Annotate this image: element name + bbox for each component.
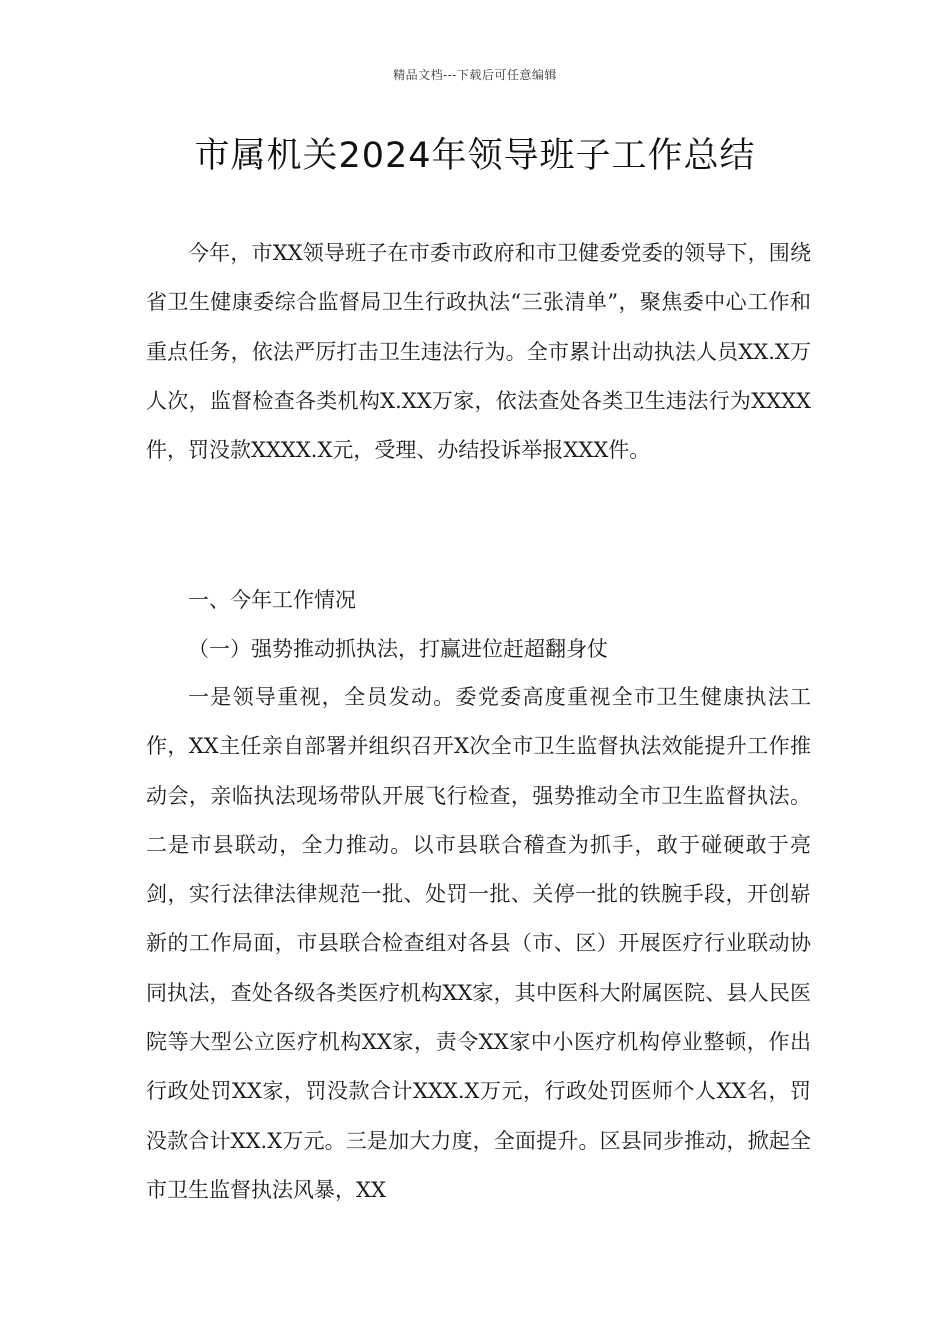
document-title: 市属机关2024年领导班子工作总结 [194, 136, 756, 176]
body-paragraph: 一是领导重视，全员发动。委党委高度重视全市卫生健康执法工作，XX主任亲自部署并组织召开X次全市卫生监督执法效能提升工作推动会，亲临执法现场带队开展飞行检查，强势推动全市卫生监督执法。二是市县联动，全力推动。以市县联合稽查为抓手，敢于碰硬敢于亮剑，实行法律法律规范一批、处罚一批、关停一批的铁腕手段，开创崭新的工作局面，市县联合检查组对各县（市、区）开展医疗行业联动协同执法，查处各级各类医疗机构XX家，其中医科大附属医院、县人民医院等大型公立医疗机构XX家，责令XX家中小医疗机构停业整顿，作出行政处罚XX家，罚没款合计XXX.X万元，行政处罚医师个人XX名，罚没款合计XX.X万元。三是加大力度，全面提升。区县同步推动，掀起全市卫生监督执法风暴，XX [146, 685, 811, 1202]
subsection-heading: （一）强势推动抓执法，打赢进位赶超翻身仗 [188, 637, 608, 661]
intro-paragraph: 今年，市XX领导班子在市委市政府和市卫健委党委的领导下，围绕省卫生健康委综合监督局卫生行政执法“三张清单”，聚焦委中心工作和重点任务，依法严厉打击卫生违法行为。全市累计出动执法人员XX.X万人次，监督检查各类机构X.XX万家，依法查处各类卫生违法行为XXXX件，罚没款XXXX.X元，受理、办结投诉举报XXX件。 [146, 241, 811, 463]
section-heading: 一、今年工作情况 [188, 588, 356, 612]
header-note: 精品文档---下载后可任意编辑 [393, 68, 557, 82]
